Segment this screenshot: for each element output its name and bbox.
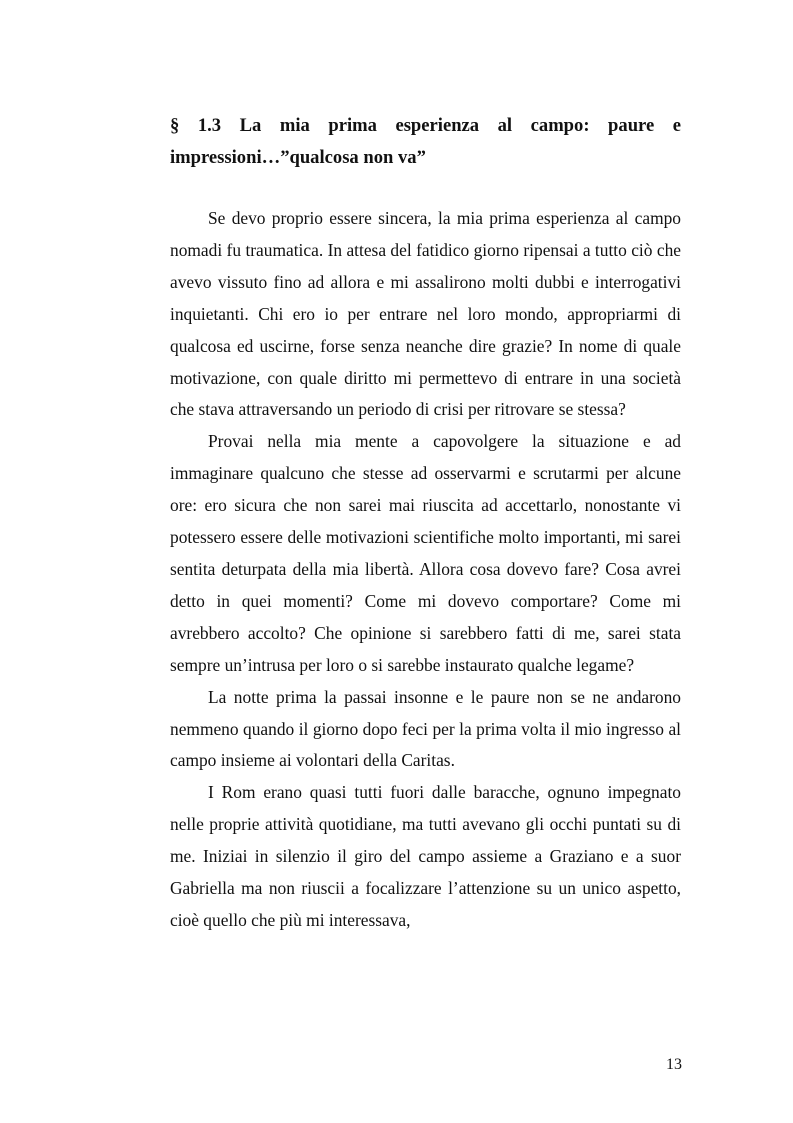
body-text xyxy=(170,203,681,937)
document-page xyxy=(170,110,681,937)
paragraph-4: I Rom erano quasi tutti fuori dalle baracche, ognuno impegnato nelle proprie attività quotidiane, ma tutti avevano gli occhi puntati su di me. Iniziai in silenzio il giro del campo assieme a Graziano e a suor Gabriella ma non riuscii a focalizzare l’attenzione su un unico aspetto, cioè quello che più mi interessava, xyxy=(170,782,681,930)
paragraph-1: Se devo proprio essere sincera, la mia prima esperienza al campo nomadi fu traumatica. In attesa del fatidico giorno ripensai a tutto ciò che avevo vissuto fino ad allora e mi assalirono molti dubbi e interrogativi inquietanti. Chi ero io per entrare nel loro mondo, appropriarmi di qualcosa ed uscirne, forse senza neanche dire grazie? In nome di quale motivazione, con quale diritto mi permettevo di entrare in una società che stava attraversando un periodo di crisi per ritrovare se stessa? xyxy=(170,208,681,420)
section-heading xyxy=(170,110,681,174)
paragraph-3: La notte prima la passai insonne e le paure non se ne andarono nemmeno quando il giorno dopo feci per la prima volta il mio ingresso al campo insieme ai volontari della Caritas. xyxy=(170,686,681,771)
section-heading-line-2: impressioni…”qualcosa non va” xyxy=(170,147,426,168)
page-number: 13 xyxy=(666,1056,682,1073)
paragraph-2: Provai nella mia mente a capovolgere la situazione e ad immaginare qualcuno che stesse ad osservarmi e scrutarmi per alcune ore: ero sicura che non sarei mai riuscita ad accettarlo, nonostante vi potessero essere delle motivazioni scientifiche molto importanti, mi sarei sentita deturpata della mia libertà. Allora cosa dovevo fare? Cosa avrei detto in quei momenti? Come mi dovevo comportare? Come mi avrebbero accolto? Che opinione si sarebbero fatti di me, sarei stata sempre un’intrusa per loro o si sarebbe instaurato qualche legame? xyxy=(170,431,681,675)
section-heading-line-1: § 1.3 La mia prima esperienza al campo: paure e xyxy=(170,115,681,136)
